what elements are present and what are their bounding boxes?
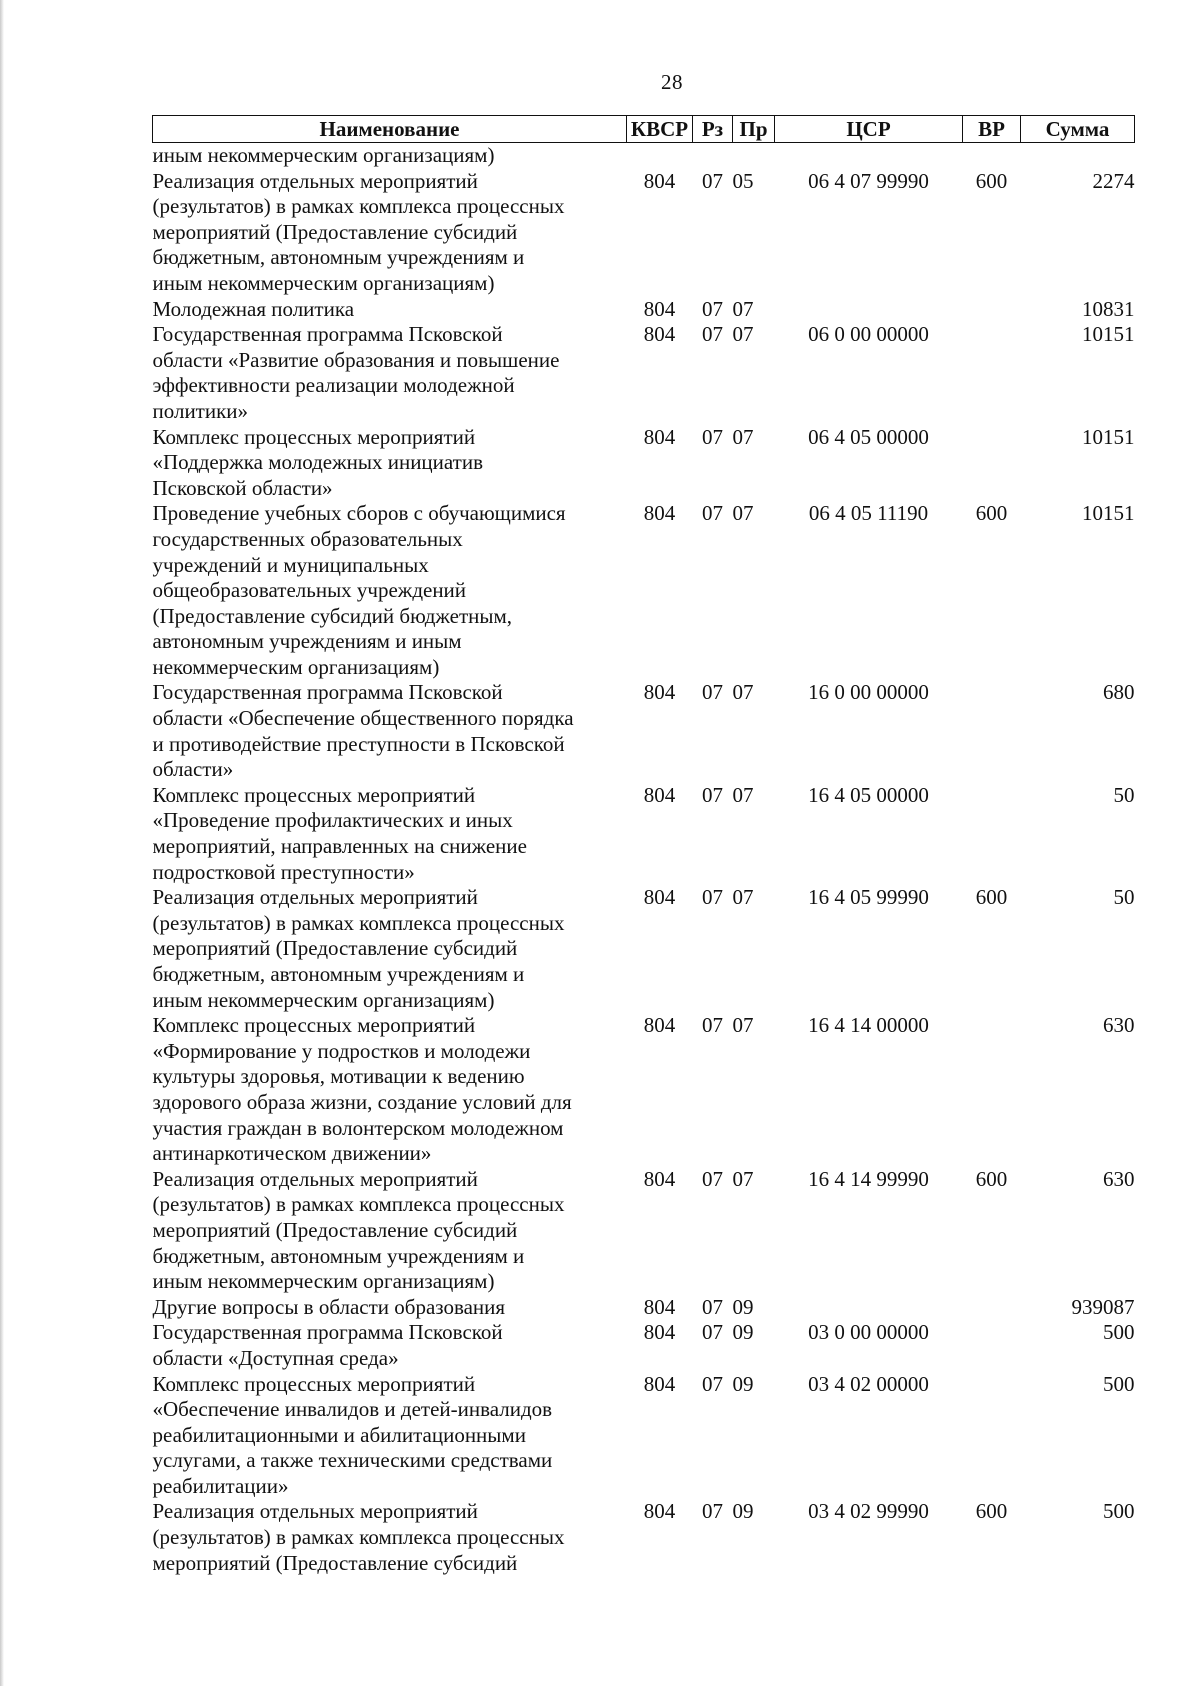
cell-name-text: Реализация отдельных мероприятий (результатов) в рамках комплекса процессных мероприятий (Предоставление субсидий бюджетным, автономным учреждениям и иным некоммерческим организациям) <box>152 885 565 1012</box>
cell-kvsr <box>627 297 693 323</box>
cell-rz-text: 07 <box>702 168 723 193</box>
cell-sum <box>1021 425 1135 502</box>
cell-pr-text: 09 <box>732 1294 754 1319</box>
cell-sum-text: 630 <box>1103 1166 1135 1191</box>
cell-rz <box>693 680 733 782</box>
budget-table <box>152 115 1135 1576</box>
table-row <box>153 1320 1135 1371</box>
cell-vr <box>963 322 1021 424</box>
cell-sum <box>1021 1320 1135 1371</box>
cell-pr <box>733 143 775 169</box>
cell-kvsr <box>627 501 693 680</box>
cell-name <box>153 297 627 323</box>
cell-name-text: Государственная программа Псковской области «Доступная среда» <box>152 1320 503 1370</box>
cell-pr-text: 07 <box>732 424 754 449</box>
cell-sum <box>1021 169 1135 297</box>
cell-rz-text: 07 <box>702 680 723 705</box>
cell-csr <box>775 1499 963 1576</box>
cell-name <box>153 501 627 680</box>
cell-sum <box>1021 297 1135 323</box>
cell-rz-text: 07 <box>702 1371 723 1396</box>
cell-name <box>153 783 627 885</box>
cell-vr-text: 600 <box>975 1166 1008 1191</box>
cell-rz <box>693 501 733 680</box>
cell-csr <box>775 143 963 169</box>
header-sum: Сумма <box>1021 116 1135 143</box>
cell-rz <box>693 143 733 169</box>
cell-vr <box>963 1013 1021 1167</box>
cell-rz-text: 07 <box>702 1499 723 1524</box>
cell-pr-text: 09 <box>732 1499 754 1524</box>
cell-pr <box>733 1372 775 1500</box>
cell-pr <box>733 322 775 424</box>
cell-rz-text: 07 <box>702 1294 723 1319</box>
header-pr: Пр <box>733 116 775 143</box>
cell-kvsr <box>627 169 693 297</box>
cell-csr-text: 06 4 05 00000 <box>808 424 929 449</box>
cell-kvsr <box>627 1013 693 1167</box>
cell-pr <box>733 297 775 323</box>
cell-name-text: Реализация отдельных мероприятий (результатов) в рамках комплекса процессных мероприятий (Предоставление субсидий <box>152 1499 565 1575</box>
cell-vr-text: 600 <box>975 168 1008 193</box>
cell-kvsr-text: 804 <box>643 1013 676 1038</box>
cell-vr <box>963 143 1021 169</box>
cell-name <box>153 143 627 169</box>
cell-csr-text: 16 0 00 00000 <box>808 680 929 705</box>
cell-pr <box>733 783 775 885</box>
cell-csr-text: 16 4 05 00000 <box>808 782 929 807</box>
cell-kvsr <box>627 1372 693 1500</box>
cell-pr-text: 07 <box>732 501 754 526</box>
cell-rz <box>693 297 733 323</box>
cell-csr-text: 06 4 05 11190 <box>808 501 929 526</box>
cell-rz <box>693 1167 733 1295</box>
cell-pr <box>733 885 775 1013</box>
cell-vr <box>963 297 1021 323</box>
cell-pr-text: 07 <box>732 885 754 910</box>
cell-rz <box>693 169 733 297</box>
cell-rz-text: 07 <box>702 1013 723 1038</box>
cell-rz-text: 07 <box>702 322 723 347</box>
table-row <box>153 885 1135 1013</box>
cell-rz-text: 07 <box>702 782 723 807</box>
cell-kvsr <box>627 425 693 502</box>
cell-csr <box>775 783 963 885</box>
table-row <box>153 501 1135 680</box>
cell-pr-text: 07 <box>732 322 754 347</box>
cell-vr <box>963 1372 1021 1500</box>
cell-sum-text: 630 <box>1103 1013 1135 1038</box>
cell-sum <box>1021 885 1135 1013</box>
cell-vr <box>963 885 1021 1013</box>
cell-sum <box>1021 1295 1135 1321</box>
cell-vr <box>963 501 1021 680</box>
cell-csr <box>775 297 963 323</box>
cell-vr-text: 600 <box>975 1499 1008 1524</box>
cell-csr-text: 03 4 02 99990 <box>808 1499 929 1524</box>
cell-pr <box>733 1167 775 1295</box>
cell-csr-text: 03 4 02 00000 <box>808 1371 929 1396</box>
table-row <box>153 783 1135 885</box>
cell-pr-text: 07 <box>732 680 754 705</box>
table-row <box>153 169 1135 297</box>
cell-csr-text: 16 4 05 99990 <box>808 885 929 910</box>
cell-name-text: Другие вопросы в области образования <box>152 1294 506 1319</box>
cell-rz <box>693 1013 733 1167</box>
cell-name-text: Реализация отдельных мероприятий (результатов) в рамках комплекса процессных мероприятий (Предоставление субсидий бюджетным, автономным учреждениям и иным некоммерческим организациям) <box>152 168 565 295</box>
cell-csr-text: 06 4 07 99990 <box>808 168 929 193</box>
table-body <box>153 143 1135 1577</box>
cell-pr-text: 09 <box>732 1320 754 1345</box>
cell-kvsr-text: 804 <box>643 782 676 807</box>
cell-kvsr <box>627 322 693 424</box>
cell-sum-text: 10151 <box>1082 424 1135 449</box>
cell-kvsr <box>627 1167 693 1295</box>
cell-name-text: Государственная программа Псковской области «Развитие образования и повышение эффективности реализации молодежной политики» <box>152 322 560 423</box>
cell-sum-text: 500 <box>1103 1371 1135 1396</box>
table-row <box>153 1499 1135 1576</box>
cell-rz-text: 07 <box>702 885 723 910</box>
cell-vr <box>963 169 1021 297</box>
table-row <box>153 1372 1135 1500</box>
cell-kvsr-text: 804 <box>643 501 676 526</box>
cell-csr <box>775 1295 963 1321</box>
cell-name-text: Комплекс процессных мероприятий «Проведение профилактических и иных мероприятий, направленных на снижение подростковой преступности» <box>152 782 527 884</box>
table-row <box>153 1167 1135 1295</box>
cell-name-text: Реализация отдельных мероприятий (результатов) в рамках комплекса процессных мероприятий (Предоставление субсидий бюджетным, автономным учреждениям и иным некоммерческим организациям) <box>152 1166 565 1294</box>
cell-pr <box>733 1013 775 1167</box>
cell-kvsr-text: 804 <box>643 424 676 449</box>
cell-rz <box>693 885 733 1013</box>
cell-sum <box>1021 1372 1135 1500</box>
table-row <box>153 143 1135 169</box>
cell-kvsr-text: 804 <box>643 1371 676 1396</box>
cell-csr <box>775 501 963 680</box>
cell-name-text: Проведение учебных сборов с обучающимися государственных образовательных учреждений и муниципальных общеобразовательных учреждений (Предоставление субсидий бюджетным, автономным учреждениям и иным некоммерческим организациям) <box>152 501 566 679</box>
cell-name <box>153 1013 627 1167</box>
cell-sum <box>1021 501 1135 680</box>
cell-kvsr-text: 804 <box>643 680 676 705</box>
cell-csr <box>775 322 963 424</box>
cell-pr-text: 07 <box>732 1166 754 1191</box>
cell-sum-text: 50 <box>1113 885 1135 910</box>
cell-pr <box>733 501 775 680</box>
cell-name-text: Комплекс процессных мероприятий «Обеспечение инвалидов и детей-инвалидов реабилитационными и абилитационными услугами, а также техническими средствами реабилитации» <box>152 1371 553 1498</box>
cell-kvsr-text: 804 <box>643 1499 676 1524</box>
cell-name <box>153 1372 627 1500</box>
cell-pr-text: 05 <box>732 168 754 193</box>
cell-sum-text: 10151 <box>1082 501 1135 526</box>
cell-csr <box>775 1013 963 1167</box>
cell-csr-text: 06 0 00 00000 <box>808 322 929 347</box>
cell-csr <box>775 885 963 1013</box>
page-number-text: 28 <box>661 70 683 94</box>
cell-kvsr <box>627 885 693 1013</box>
cell-pr <box>733 1295 775 1321</box>
cell-name-text: Комплекс процессных мероприятий «Поддержка молодежных инициатив Псковской области» <box>152 424 484 500</box>
cell-sum-text: 500 <box>1103 1320 1135 1345</box>
cell-name <box>153 322 627 424</box>
cell-name <box>153 1320 627 1371</box>
cell-rz-text: 07 <box>702 501 723 526</box>
cell-kvsr-text: 804 <box>643 296 676 321</box>
cell-vr <box>963 1320 1021 1371</box>
cell-vr-text: 600 <box>975 501 1008 526</box>
cell-csr <box>775 169 963 297</box>
header-kvsr: КВСР <box>627 116 693 143</box>
cell-pr <box>733 169 775 297</box>
cell-pr <box>733 425 775 502</box>
cell-pr <box>733 1499 775 1576</box>
table-row <box>153 1295 1135 1321</box>
cell-vr <box>963 680 1021 782</box>
cell-csr <box>775 1167 963 1295</box>
cell-kvsr <box>627 1499 693 1576</box>
cell-kvsr-text: 804 <box>643 1320 676 1345</box>
cell-sum-text: 500 <box>1103 1499 1135 1524</box>
cell-rz <box>693 322 733 424</box>
cell-rz <box>693 1499 733 1576</box>
header-csr: ЦСР <box>775 116 963 143</box>
cell-csr <box>775 1372 963 1500</box>
table-header-row <box>153 116 1135 143</box>
cell-name-text: Государственная программа Псковской области «Обеспечение общественного порядка и противодействие преступности в Псковской области» <box>152 680 574 782</box>
table-row <box>153 297 1135 323</box>
cell-rz <box>693 1295 733 1321</box>
cell-vr <box>963 783 1021 885</box>
table-row <box>153 425 1135 502</box>
cell-sum-text: 939087 <box>1071 1294 1135 1319</box>
cell-sum <box>1021 322 1135 424</box>
cell-name <box>153 680 627 782</box>
cell-rz-text: 07 <box>702 296 723 321</box>
cell-sum-text: 680 <box>1103 680 1135 705</box>
cell-kvsr <box>627 143 693 169</box>
cell-pr <box>733 1320 775 1371</box>
cell-pr-text: 09 <box>732 1371 754 1396</box>
cell-name <box>153 425 627 502</box>
cell-name-text: иным некоммерческим организациям) <box>152 143 495 167</box>
cell-rz <box>693 1320 733 1371</box>
cell-name <box>153 1295 627 1321</box>
cell-name <box>153 885 627 1013</box>
cell-kvsr <box>627 680 693 782</box>
header-name: Наименование <box>153 116 627 143</box>
table-row <box>153 322 1135 424</box>
cell-csr-text: 16 4 14 99990 <box>808 1166 929 1191</box>
cell-sum <box>1021 680 1135 782</box>
page-number <box>0 70 1200 95</box>
cell-csr <box>775 680 963 782</box>
cell-name-text: Молодежная политика <box>152 296 355 321</box>
cell-kvsr-text: 804 <box>643 168 676 193</box>
cell-vr <box>963 1499 1021 1576</box>
cell-vr-text: 600 <box>975 885 1008 910</box>
cell-sum-text: 10831 <box>1082 296 1135 321</box>
cell-name-text: Комплекс процессных мероприятий «Формирование у подростков и молодежи культуры здоровья, мотивации к ведению здорового образа жизни, создание условий для участия граждан в волонтерском молодежном антинаркотическом движении» <box>152 1013 572 1166</box>
cell-kvsr-text: 804 <box>643 885 676 910</box>
cell-vr <box>963 425 1021 502</box>
cell-pr-text: 07 <box>732 782 754 807</box>
cell-vr <box>963 1295 1021 1321</box>
cell-rz-text: 07 <box>702 424 723 449</box>
header-rz: Рз <box>693 116 733 143</box>
cell-name <box>153 1499 627 1576</box>
cell-sum-text: 10151 <box>1082 322 1135 347</box>
cell-csr <box>775 1320 963 1371</box>
cell-sum <box>1021 143 1135 169</box>
cell-name <box>153 169 627 297</box>
cell-name <box>153 1167 627 1295</box>
cell-sum-text: 50 <box>1113 782 1135 807</box>
cell-kvsr-text: 804 <box>643 1294 676 1319</box>
cell-csr-text: 16 4 14 00000 <box>808 1013 929 1038</box>
cell-sum <box>1021 783 1135 885</box>
cell-kvsr <box>627 783 693 885</box>
cell-rz <box>693 1372 733 1500</box>
cell-rz <box>693 425 733 502</box>
cell-pr <box>733 680 775 782</box>
cell-pr-text: 07 <box>732 296 754 321</box>
cell-kvsr-text: 804 <box>643 322 676 347</box>
cell-rz-text: 07 <box>702 1166 723 1191</box>
cell-csr <box>775 425 963 502</box>
table-row <box>153 680 1135 782</box>
cell-rz-text: 07 <box>702 1320 723 1345</box>
cell-sum <box>1021 1499 1135 1576</box>
cell-kvsr-text: 804 <box>643 1166 676 1191</box>
cell-pr-text: 07 <box>732 1013 754 1038</box>
cell-sum-text: 2274 <box>1092 168 1135 193</box>
scan-edge <box>0 0 4 1686</box>
cell-rz <box>693 783 733 885</box>
cell-vr <box>963 1167 1021 1295</box>
header-vr: ВР <box>963 116 1021 143</box>
cell-csr-text: 03 0 00 00000 <box>808 1320 929 1345</box>
table-row <box>153 1013 1135 1167</box>
cell-sum <box>1021 1167 1135 1295</box>
cell-sum <box>1021 1013 1135 1167</box>
cell-kvsr <box>627 1295 693 1321</box>
cell-kvsr <box>627 1320 693 1371</box>
